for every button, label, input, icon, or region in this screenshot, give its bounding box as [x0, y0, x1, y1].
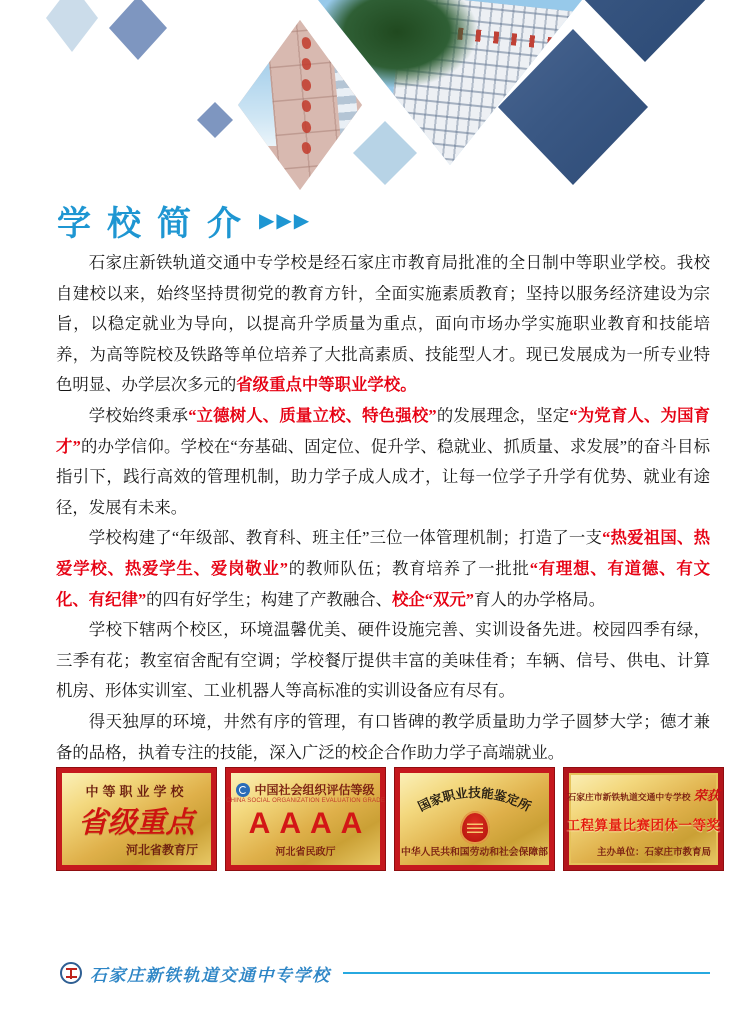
plaque-header: [236, 781, 374, 798]
plaque-host: 主办单位：石家庄市教育局: [596, 847, 711, 858]
plaque-category: 中等职业学校: [85, 784, 188, 799]
plaque-award-title: 省级重点: [78, 807, 195, 839]
highlighted-text: “有理想、有道德、有文化、有纪律”: [56, 558, 710, 609]
plaque-provincial-key-school: [57, 768, 216, 870]
plaque-issuer: 中华人民共和国劳动和社会保障部: [401, 847, 548, 858]
body-text: 得天独厚的环境，井然有序的管理，有口皆碑的教学质量助力学子圆梦大学；德才兼备的品格，执着专注的技能，深入广泛的校企合作助力学子高端就业。: [56, 711, 710, 762]
body-text: 石家庄新铁轨道交通中专学校是经石家庄市教育局批准的全日制中等职业学校。我校自建校以来，始终坚持贯彻党的教育方针，全面实施素质教育；坚持以服务经济建设为宗旨，以稳定就业为导向，以提高升学质量为重点，面向市场办学实施职业教育和技能培养，为高等院校及铁路等单位培养了大批高素质、技能型人才。现已发展成为一所专业特色明显、办学层次多元的: [56, 253, 710, 395]
body-text: 学校下辖两个校区，环境温馨优美、硬件设施完善、实训设备先进。校园四季有绿，三季有花；教室宿舍配有空调；学校餐厅提供丰富的美味佳肴；车辆、信号、供电、计算机房、形体实训室、工业机器人等高标准的实训设备应有尽有。: [56, 620, 710, 701]
plaque-aaaa-evaluation: [226, 768, 385, 870]
plaque-won-script: 荣获: [693, 788, 720, 803]
plaque-header: [567, 785, 719, 804]
diamond-decoration: [46, 0, 98, 52]
plaque-school-name: 石家庄市新铁轨道交通中专学校: [567, 792, 691, 802]
paragraph: [56, 401, 710, 523]
paragraph: [56, 248, 710, 401]
arched-title: [400, 779, 549, 815]
diamond-decoration: [577, 0, 713, 62]
red-calligraphy-marks: [302, 37, 344, 163]
diamond-decoration: [353, 121, 417, 185]
body-text: 学校始终秉承: [88, 405, 189, 425]
footer-school-name: 石家庄新铁轨道交通中专学校: [90, 965, 331, 985]
plaque-award-title: 工程算量比赛团体一等奖: [566, 818, 721, 833]
highlighted-text: “为党育人、为国育才”: [56, 405, 711, 456]
section-title-row: [57, 196, 311, 245]
campus-photo-diamond-calligraphy-wall: [238, 20, 362, 190]
evaluation-logo-icon: [236, 783, 250, 797]
plaque-issuer: 河北省教育厅: [125, 843, 198, 857]
plaque-grade: AAAA: [248, 806, 372, 840]
seal-emblem-icon: [460, 811, 490, 844]
logo-glyph: [66, 968, 77, 979]
footer-rule-line: [343, 972, 711, 975]
plaque-competition-first-prize: [564, 768, 723, 870]
highlighted-text: “热爱祖国、热爱学校、热爱学生、爱岗敬业”: [56, 528, 710, 578]
body-text: 的发展理念，坚定: [436, 405, 570, 425]
plaque-english-subtitle: CHINA SOCIAL ORGANIZATION EVALUATION GRADE: [226, 798, 385, 805]
triple-arrow-icon: ▶▶▶: [259, 207, 312, 232]
diamond-decoration: [197, 102, 233, 138]
page-title: 学校简介: [57, 206, 257, 243]
highlighted-text: “立德树人、质量立校、特色强校”: [188, 405, 437, 425]
paragraph: [56, 615, 710, 707]
body-text: 的办学信仰。学校在“夯基础、固定位、促升学、稳就业、抓质量、求发展”的奋斗目标指引下，践行高效的管理机制，助力学子成人成才，让每一位学子升学有优势、就业有途径，发展有未来。: [56, 436, 710, 517]
body-text: 学校构建了“年级部、教育科、班主任”三位一体管理机制；打造了一支: [88, 528, 603, 548]
body-text: 育人的办学格局。: [473, 589, 606, 609]
page-footer: [60, 958, 750, 988]
paragraph: [56, 707, 710, 768]
school-logo-icon: [60, 962, 82, 984]
plaque-skill-assessment: [395, 768, 554, 870]
diamond-decoration: [109, 0, 167, 60]
body-text: 的教师队伍；教育培养了一批批: [287, 558, 530, 578]
highlighted-text: 校企“双元”: [392, 589, 474, 609]
highlighted-text: 省级重点中等职业学校。: [236, 375, 417, 395]
plaque-issuer: 河北省民政厅: [275, 846, 336, 858]
plaque-org-title: 中国社会组织评估等级: [254, 783, 375, 797]
paragraph: [56, 523, 710, 615]
body-text: 的四有好学生；构建了产教融合、: [146, 589, 393, 609]
award-plaques-row: [57, 768, 723, 870]
svg-text:国家职业技能鉴定所: 国家职业技能鉴定所: [415, 786, 534, 815]
header-collage: [0, 0, 750, 192]
intro-paragraphs: [56, 248, 710, 768]
